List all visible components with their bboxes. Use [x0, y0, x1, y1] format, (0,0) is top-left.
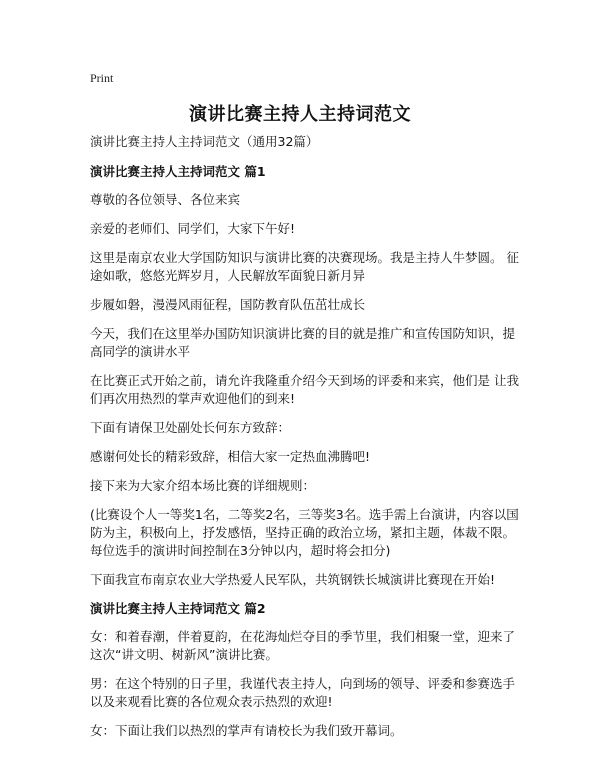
paragraph: 亲爱的老师们、同学们，大家下午好!: [90, 221, 296, 236]
paragraph: 今天，我们在这里举办国防知识演讲比赛的目的就是推广和宣传国防知识，提高同学的演讲水平: [90, 326, 516, 359]
paragraph: 下面我宣布南京农业大学热爱人民军队，共筑钢铁长城演讲比赛现在开始!: [90, 572, 496, 587]
document-title: 演讲比赛主持人主持词范文: [189, 104, 411, 125]
paragraph: 感谢何处长的精彩致辞，相信大家一定热血沸腾吧!: [90, 449, 371, 464]
section-heading: 演讲比赛主持人主持词范文 篇2: [90, 601, 266, 616]
paragraph: 在比赛正式开始之前，请允许我隆重介绍今天到场的评委和来宾，他们是 让我们再次用热烈的掌声欢迎他们的到来!: [90, 373, 519, 406]
section-1: [90, 163, 522, 589]
paragraph: 接下来为大家介绍本场比赛的详细规则：: [90, 478, 316, 493]
paragraph: 女：下面让我们以热烈的掌声有请校长为我们致开幕词。: [90, 723, 403, 738]
paragraph: 男：在这个特别的日子里，我谨代表主持人，向到场的领导、评委和参赛选手以及来观看比赛的各位观众表示热烈的欢迎!: [90, 676, 516, 709]
section-heading: 演讲比赛主持人主持词范文 篇1: [90, 164, 266, 179]
paragraph: 步履如磐，漫漫风雨征程，国防教育队伍茁壮成长: [90, 297, 366, 312]
document-body: [90, 133, 522, 751]
section-2: [90, 600, 522, 740]
paragraph: (比赛设个人一等奖1名，二等奖2名，三等奖3名。选手需上台演讲，内容以国防为主，积极向上，抒发感悟，坚持正确的政治立场，紧扣主题，体裁不限。每位选手的演讲时间控制在3分钟以内，超时将会扣分): [90, 507, 519, 558]
paragraph: 下面有请保卫处副处长何东方致辞：: [90, 420, 291, 435]
paragraph: 女：和着春潮，伴着夏韵，在花海灿烂夺目的季节里，我们相聚一堂，迎来了这次“讲文明、树新风”演讲比赛。: [90, 629, 516, 662]
paragraph: 尊敬的各位领导、各位来宾: [90, 192, 241, 207]
print-label: Print: [90, 71, 114, 85]
document-subtitle: 演讲比赛主持人主持词范文（通用32篇）: [90, 134, 319, 149]
paragraph: 这里是南京农业大学国防知识与演讲比赛的决赛现场。我是主持人牛梦圆。 征途如歌，悠悠光辉岁月，人民解放军面貌日新月异: [90, 250, 519, 283]
